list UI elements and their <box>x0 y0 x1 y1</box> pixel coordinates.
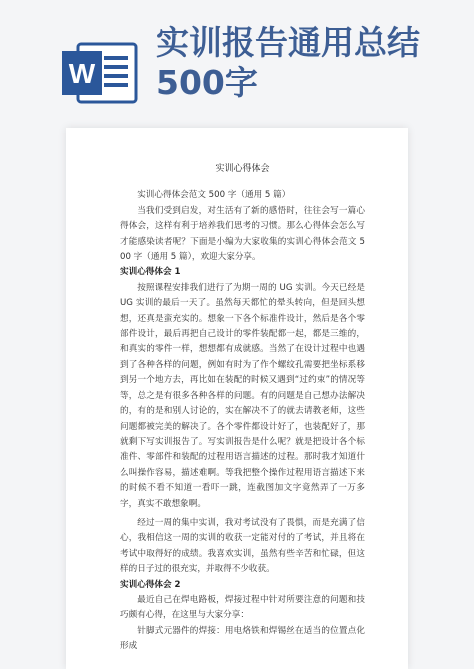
page-header <box>0 0 474 118</box>
section-heading-2: 实训心得体会 2 <box>120 579 181 590</box>
page-title: 实训报告通用总结 <box>156 23 420 62</box>
page-subtitle: 500字 <box>156 63 258 102</box>
section-1-paragraph-1: 按照课程安排我们进行了为期一周的 UG 实训。今天已经是 UG 实训的最后一天了。虽然每天都忙的晕头转向，但是回头想想，还真是蛮充实的。想象一下各个标准件设计，然后是各个零部件设计，最后再把自己设计的零件装配都一起，都是三维的，和真实的零件一样，想想都有成就感。当然了在设计过程中也遇到了各种各样的问题，例如有时为了作个螺纹孔需要把坐标系移到另一个地方去，再比如在装配的时候又遇到“过约束”的情况等等，总之是有很多各种各样的问题。有的问题是自己想办法解决的，有的是和别人讨论的，实在解决不了的就去请教老师，这些问题都被完美的解决了。各个零件都设计好了，也装配好了，那就剩下写实训报告了。写实训报告是什么呢？就是把设计各个标准件、零部件和装配的过程用语言描述的过程。那时我才知道什么叫操作容易，描述难啊。等我把整个操作过程用语言描述下来的时候不看不知道一看吓一跳，连截图加文字竟然弄了一万多字，真实不敢想象啊。 <box>120 282 365 509</box>
section-1-paragraph-2: 经过一周的集中实训，我对考试没有了畏惧，而是充满了信心，我相信这一周的实训的收获一定能对付的了考试，并且将在考试中取得好的成绩。我喜欢实训，虽然有些辛苦和忙碌，但这样的日子过的很充实，并取得不少收获。 <box>120 517 365 575</box>
intro-paragraph: 当我们受到启发，对生活有了新的感悟时，往往会写一篇心得体会，这样有利于培养我们思考的习惯。那么心得体会怎么写才能感染读者呢？下面是小编为大家收集的实训心得体会范文 500 字（通用 5 篇），欢迎大家分享。 <box>120 205 365 263</box>
document-body <box>120 128 365 655</box>
section-heading-1: 实训心得体会 1 <box>120 267 181 278</box>
section-2-paragraph-1: 最近自己在焊电路板，焊接过程中针对所要注意的问题和技巧颇有心得，在这里与大家分享： <box>120 594 365 621</box>
document-title: 实训心得体会 <box>215 164 270 174</box>
section-2-paragraph-2: 针脚式元器件的焊接：用电烙铁和焊锡丝在适当的位置点化形成 <box>120 625 365 652</box>
document-page <box>66 128 408 669</box>
svg-text:W: W <box>68 58 96 89</box>
word-document-icon <box>60 40 140 106</box>
intro-line: 实训心得体会范文 500 字（通用 5 篇） <box>137 190 291 201</box>
